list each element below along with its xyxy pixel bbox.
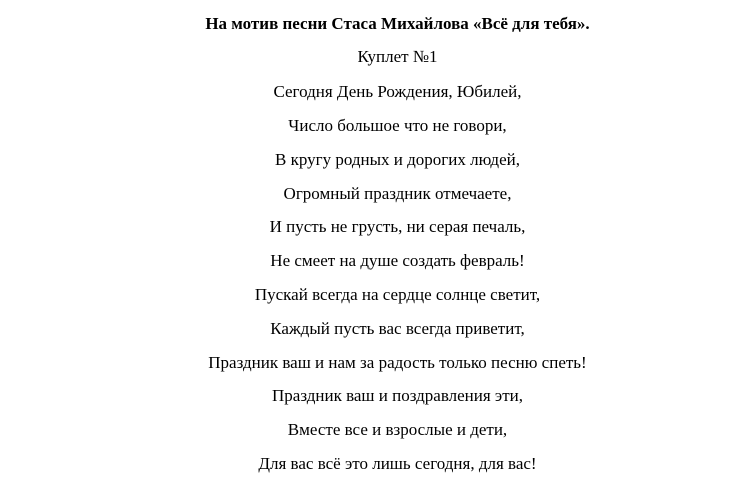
poem-line: Число большое что не говори,	[288, 116, 507, 135]
poem-line: Сегодня День Рождения, Юбилей,	[273, 82, 522, 101]
verse-label: Куплет №1	[357, 47, 438, 66]
poem-line: Вместе все и взрослые и дети,	[287, 420, 508, 439]
document-title: На мотив песни Стаса Михайлова «Всё для тебя».	[205, 14, 590, 33]
poem-line: Огромный праздник отмечаете,	[283, 184, 512, 203]
poem-line: Пускай всегда на сердце солнце светит,	[254, 285, 541, 304]
poem-line: Для вас всё это лишь сегодня, для вас!	[258, 454, 537, 473]
poem-line: В кругу родных и дорогих людей,	[275, 150, 520, 169]
poem-line: Праздник ваш и поздравления эти,	[272, 386, 523, 405]
poem-line: Каждый пусть вас всегда приветит,	[270, 319, 525, 338]
poem-line: Праздник ваш и нам за радость только песню спеть!	[208, 353, 587, 372]
poem-line: И пусть не грусть, ни серая печаль,	[269, 217, 526, 236]
poem-line: Не смеет на душе создать февраль!	[270, 251, 525, 270]
